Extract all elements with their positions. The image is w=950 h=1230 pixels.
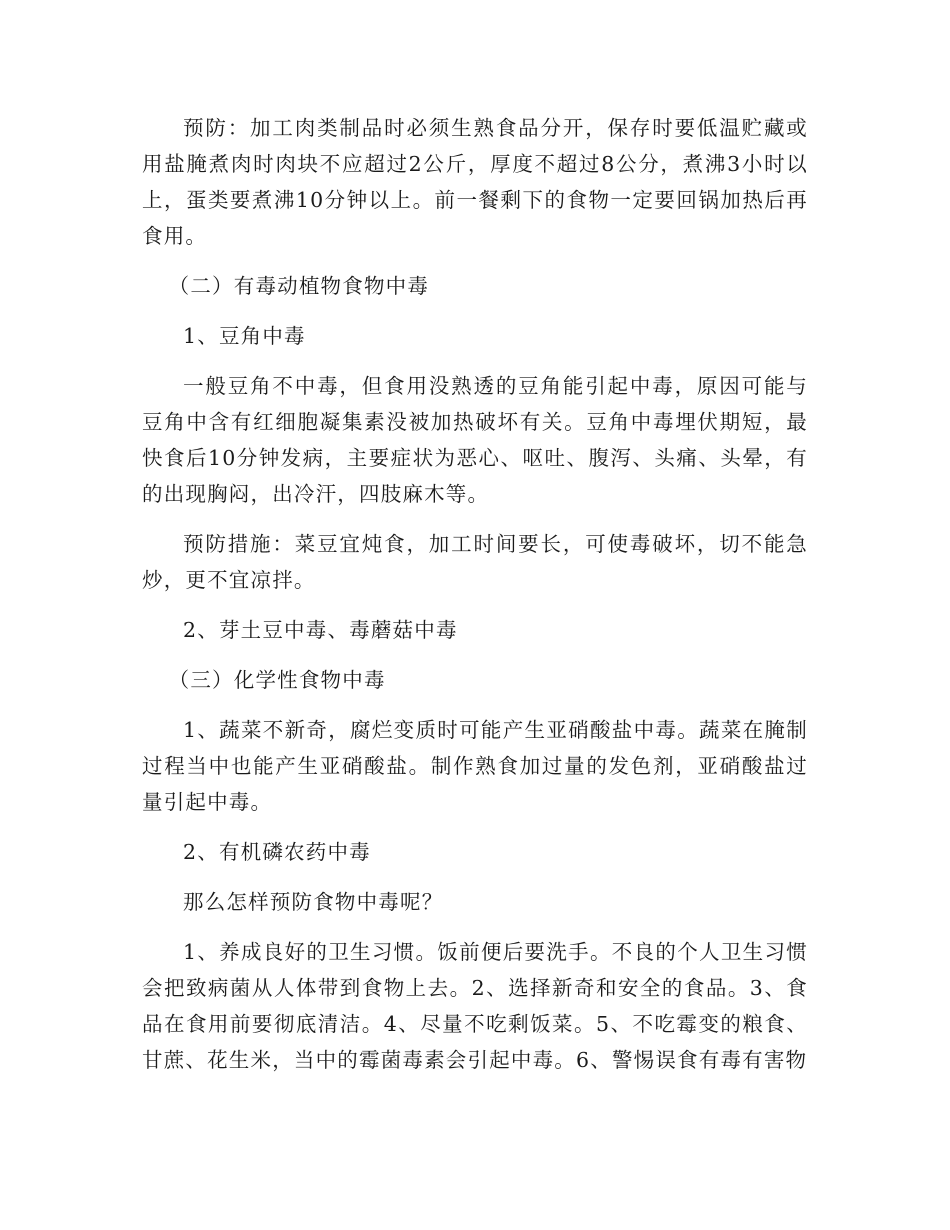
document-body xyxy=(142,110,808,1092)
paragraph-prevention-meat: 预防：加工肉类制品时必须生熟食品分开，保存时要低温贮藏或用盐腌煮肉时肉块不应超过2公斤，厚度不超过8公分，煮沸3小时以上，蛋类要煮沸10分钟以上。前一餐剩下的食物一定要回锅加热后再食用。 xyxy=(142,116,808,248)
section-heading-chemical-poisoning: （三）化学性食物中毒 xyxy=(168,668,386,692)
subheading-potato-mushroom: 2、芽土豆中毒、毒蘑菇中毒 xyxy=(183,618,458,642)
paragraph-bean-prevention: 预防措施：菜豆宜炖食，加工时间要长，可使毒破坏，切不能急炒，更不宜凉拌。 xyxy=(142,532,808,592)
paragraph-prevention-list: 1、养成良好的卫生习惯。饭前便后要洗手。不良的个人卫生习惯会把致病菌从人体带到食物上去。2、选择新奇和安全的食品。3、食品在食用前要彻底清洁。4、尽量不吃剩饭菜。5、不吃霉变的粮食、甘蔗、花生米，当中的霉菌毒素会引起中毒。6、警惕误食有毒有害物 xyxy=(142,940,808,1072)
question-how-to-prevent: 那么怎样预防食物中毒呢？ xyxy=(183,890,444,914)
paragraph-bean-poisoning: 一般豆角不中毒，但食用没熟透的豆角能引起中毒，原因可能与豆角中含有红细胞凝集素没被加热破坏有关。豆角中毒埋伏期短，最快食后10分钟发病，主要症状为恶心、呕吐、腹泻、头痛、头晕，有的出现胸闷，出冷汗，四肢麻木等。 xyxy=(142,374,808,506)
section-heading-toxic-plants-animals: （二）有毒动植物食物中毒 xyxy=(168,274,430,298)
subheading-pesticide-poisoning: 2、有机磷农药中毒 xyxy=(183,840,371,864)
subheading-bean-poisoning: 1、豆角中毒 xyxy=(183,324,306,348)
paragraph-nitrite-poisoning: 1、蔬菜不新奇，腐烂变质时可能产生亚硝酸盐中毒。蔬菜在腌制过程当中也能产生亚硝酸盐。制作熟食加过量的发色剂，亚硝酸盐过量引起中毒。 xyxy=(142,718,808,814)
